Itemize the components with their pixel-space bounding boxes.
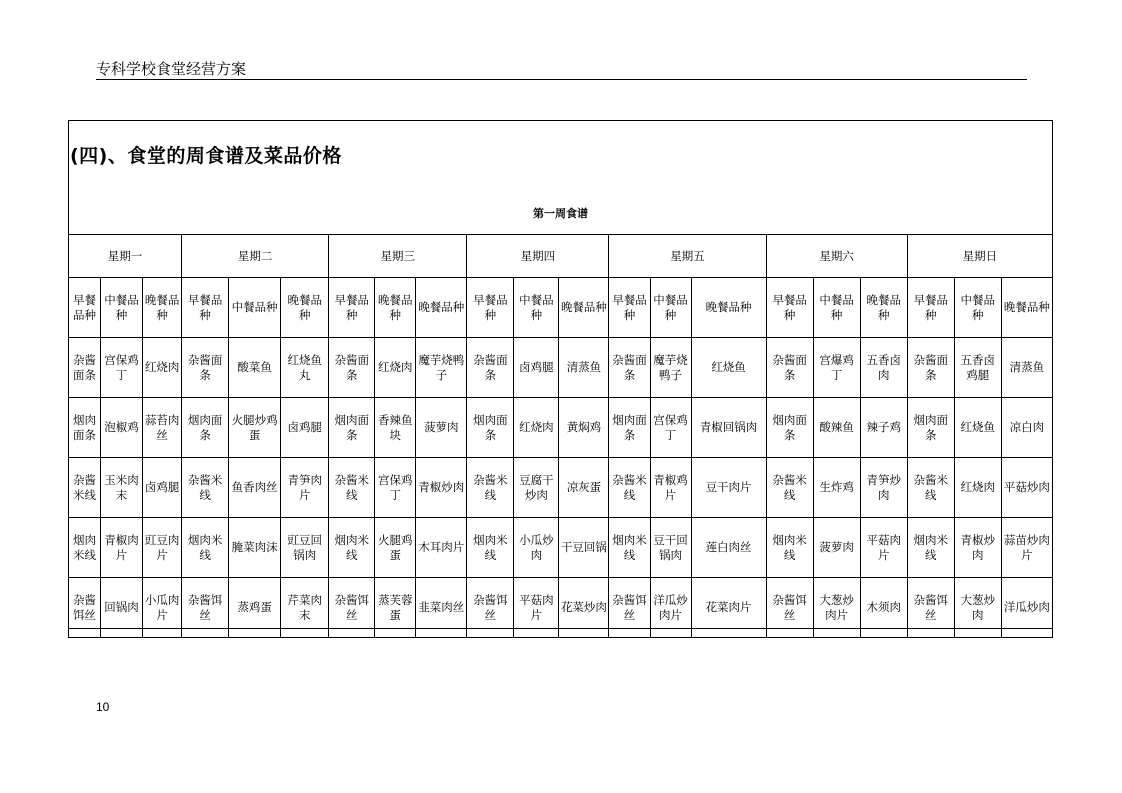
week-title: 第一周食谱	[533, 207, 588, 220]
dish-cell: 烟肉米线	[609, 518, 650, 578]
meal-header-cell: 中餐品种	[813, 278, 860, 338]
dish-cell: 木须肉	[860, 578, 907, 638]
header-rule	[96, 79, 1027, 80]
meal-header-cell: 中餐品种	[229, 278, 281, 338]
dish-cell: 青椒回锅肉	[691, 398, 766, 458]
dish-cell: 玉米肉末	[101, 458, 143, 518]
meal-header-row	[69, 278, 1053, 338]
dish-cell: 宫爆鸡丁	[813, 338, 860, 398]
dish-cell: 豆干肉片	[691, 458, 766, 518]
dish-cell: 烟肉米线	[766, 518, 813, 578]
dish-cell: 卤鸡腿	[514, 338, 559, 398]
dish-cell: 红烧鱼	[954, 398, 1001, 458]
dish-cell: 烟肉米线	[182, 518, 229, 578]
day-sunday: 星期日	[907, 235, 1052, 278]
dish-cell: 花菜炒肉	[559, 578, 609, 638]
meal-header-cell: 晚餐品种	[143, 278, 182, 338]
meal-header-cell: 中餐品种	[650, 278, 691, 338]
day-friday: 星期五	[609, 235, 766, 278]
meal-header-cell: 晚餐品种	[860, 278, 907, 338]
dish-cell: 杂酱饵丝	[609, 578, 650, 638]
dish-cell: 洋瓜炒肉片	[650, 578, 691, 638]
dish-cell: 蒸鸡蛋	[229, 578, 281, 638]
day-tuesday: 星期二	[182, 235, 329, 278]
dish-cell: 宫保鸡丁	[650, 398, 691, 458]
dish-cell: 大葱炒肉	[954, 578, 1001, 638]
dish-cell: 杂酱面条	[329, 338, 375, 398]
dish-cell: 杂酱米线	[182, 458, 229, 518]
dish-cell: 腌菜肉沫	[229, 518, 281, 578]
dish-cell: 杂酱米线	[766, 458, 813, 518]
dish-cell: 烟肉面条	[329, 398, 375, 458]
dish-cell: 红烧鱼	[691, 338, 766, 398]
table-row	[69, 578, 1053, 638]
day-header-row	[69, 235, 1053, 278]
dish-cell: 韭菜肉丝	[416, 578, 467, 638]
dish-cell: 烟肉面条	[182, 398, 229, 458]
dish-cell: 豆干回锅肉	[650, 518, 691, 578]
dish-cell: 蒜苔肉丝	[143, 398, 182, 458]
dish-cell: 辣子鸡	[860, 398, 907, 458]
dish-cell: 杂酱饵丝	[182, 578, 229, 638]
dish-cell: 火腿鸡蛋	[375, 518, 416, 578]
dish-cell: 小瓜肉片	[143, 578, 182, 638]
dish-cell: 花菜肉片	[691, 578, 766, 638]
dish-cell: 杂酱米线	[69, 458, 101, 518]
dish-cell: 魔芋烧鸭子	[650, 338, 691, 398]
dish-cell: 烟肉米线	[467, 518, 514, 578]
meal-header-cell: 早餐品种	[907, 278, 954, 338]
dish-cell: 杂酱面条	[69, 338, 101, 398]
day-thursday: 星期四	[467, 235, 609, 278]
day-saturday: 星期六	[766, 235, 907, 278]
dish-cell: 菠萝肉	[416, 398, 467, 458]
dish-cell: 宫保鸡丁	[101, 338, 143, 398]
meal-header-cell: 晚餐品种	[1001, 278, 1052, 338]
meal-header-cell: 中餐品种	[954, 278, 1001, 338]
table-row	[69, 458, 1053, 518]
meal-header-cell: 晚餐品种	[559, 278, 609, 338]
dish-cell: 青椒炒肉	[416, 458, 467, 518]
dish-cell: 杂酱饵丝	[907, 578, 954, 638]
dish-cell: 红烧肉	[375, 338, 416, 398]
dish-cell: 洋瓜炒肉	[1001, 578, 1052, 638]
dish-cell: 干豆回锅	[559, 518, 609, 578]
meal-header-cell: 晚餐品种	[691, 278, 766, 338]
dish-cell: 杂酱面条	[467, 338, 514, 398]
section-title: (四)、食堂的周食谱及菜品价格	[70, 145, 342, 167]
dish-cell: 菠萝肉	[813, 518, 860, 578]
dish-cell: 大葱炒肉片	[813, 578, 860, 638]
dish-cell: 芹菜肉末	[281, 578, 329, 638]
dish-cell: 烟肉面条	[609, 398, 650, 458]
dish-cell: 五香卤肉	[860, 338, 907, 398]
dish-cell: 豇豆回锅肉	[281, 518, 329, 578]
dish-cell: 烟肉面条	[69, 398, 101, 458]
meal-header-cell: 早餐品种	[182, 278, 229, 338]
dish-cell: 平菇肉片	[860, 518, 907, 578]
table-row	[69, 338, 1053, 398]
meal-header-cell: 早餐品种	[467, 278, 514, 338]
dish-cell: 酸菜鱼	[229, 338, 281, 398]
page-number: 10	[96, 700, 110, 714]
dish-cell: 杂酱饵丝	[329, 578, 375, 638]
dish-cell: 杂酱面条	[907, 338, 954, 398]
day-wednesday: 星期三	[329, 235, 467, 278]
dish-cell: 清蒸鱼	[559, 338, 609, 398]
dish-cell: 杂酱米线	[467, 458, 514, 518]
dish-cell: 杂酱米线	[329, 458, 375, 518]
meal-header-cell: 早餐品种	[329, 278, 375, 338]
dish-cell: 红烧肉	[514, 398, 559, 458]
dish-cell: 烟肉面条	[766, 398, 813, 458]
dish-cell: 小瓜炒肉	[514, 518, 559, 578]
dish-cell: 卤鸡腿	[281, 398, 329, 458]
dish-cell: 鱼香肉丝	[229, 458, 281, 518]
meal-header-cell: 早餐品种	[69, 278, 101, 338]
dish-cell: 平菇炒肉	[1001, 458, 1052, 518]
meal-header-cell: 晚餐品种	[375, 278, 416, 338]
dish-cell: 凉灰蛋	[559, 458, 609, 518]
dish-cell: 杂酱米线	[609, 458, 650, 518]
dish-cell: 红烧鱼丸	[281, 338, 329, 398]
dish-cell: 回锅肉	[101, 578, 143, 638]
dish-cell: 红烧肉	[954, 458, 1001, 518]
dish-cell: 杂酱饵丝	[467, 578, 514, 638]
dish-cell: 烟肉面条	[467, 398, 514, 458]
dish-cell: 杂酱面条	[609, 338, 650, 398]
dish-cell: 香辣鱼块	[375, 398, 416, 458]
dish-cell: 宫保鸡丁	[375, 458, 416, 518]
dish-cell: 酸辣鱼	[813, 398, 860, 458]
dish-cell: 青椒鸡片	[650, 458, 691, 518]
meal-header-cell: 晚餐品种	[281, 278, 329, 338]
dish-cell: 烟肉米线	[329, 518, 375, 578]
dish-cell: 蒸芙蓉蛋	[375, 578, 416, 638]
dish-cell: 烟肉米线	[907, 518, 954, 578]
dish-cell: 豆腐干炒肉	[514, 458, 559, 518]
dish-cell: 泡椒鸡	[101, 398, 143, 458]
dish-cell: 黄焖鸡	[559, 398, 609, 458]
dish-cell: 莲白肉丝	[691, 518, 766, 578]
running-header: 专科学校食堂经营方案	[96, 60, 247, 78]
meal-header-cell: 早餐品种	[766, 278, 813, 338]
dish-cell: 清蒸鱼	[1001, 338, 1052, 398]
meal-header-cell: 中餐品种	[514, 278, 559, 338]
dish-cell: 烟肉面条	[907, 398, 954, 458]
dish-cell: 平菇肉片	[514, 578, 559, 638]
dish-cell: 青椒肉片	[101, 518, 143, 578]
dish-cell: 青椒炒肉	[954, 518, 1001, 578]
dish-cell: 杂酱饵丝	[69, 578, 101, 638]
meal-header-cell: 早餐品种	[609, 278, 650, 338]
dish-cell: 凉白肉	[1001, 398, 1052, 458]
dish-cell: 生炸鸡	[813, 458, 860, 518]
dish-cell: 杂酱面条	[182, 338, 229, 398]
meal-header-cell: 晚餐品种	[416, 278, 467, 338]
weekly-menu-table	[68, 234, 1053, 638]
dish-cell: 木耳肉片	[416, 518, 467, 578]
dish-cell: 红烧肉	[143, 338, 182, 398]
dish-cell: 卤鸡腿	[143, 458, 182, 518]
day-monday: 星期一	[69, 235, 182, 278]
dish-cell: 豇豆肉片	[143, 518, 182, 578]
dish-cell: 青笋炒肉	[860, 458, 907, 518]
dish-cell: 杂酱饵丝	[766, 578, 813, 638]
table-row	[69, 518, 1053, 578]
meal-header-cell: 中餐品种	[101, 278, 143, 338]
dish-cell: 杂酱面条	[766, 338, 813, 398]
dish-cell: 五香卤鸡腿	[954, 338, 1001, 398]
dish-cell: 烟肉米线	[69, 518, 101, 578]
dish-cell: 青笋肉片	[281, 458, 329, 518]
dish-cell: 魔芋烧鸭子	[416, 338, 467, 398]
dish-cell: 火腿炒鸡蛋	[229, 398, 281, 458]
table-row	[69, 398, 1053, 458]
dish-cell: 蒜苗炒肉片	[1001, 518, 1052, 578]
dish-cell: 杂酱米线	[907, 458, 954, 518]
